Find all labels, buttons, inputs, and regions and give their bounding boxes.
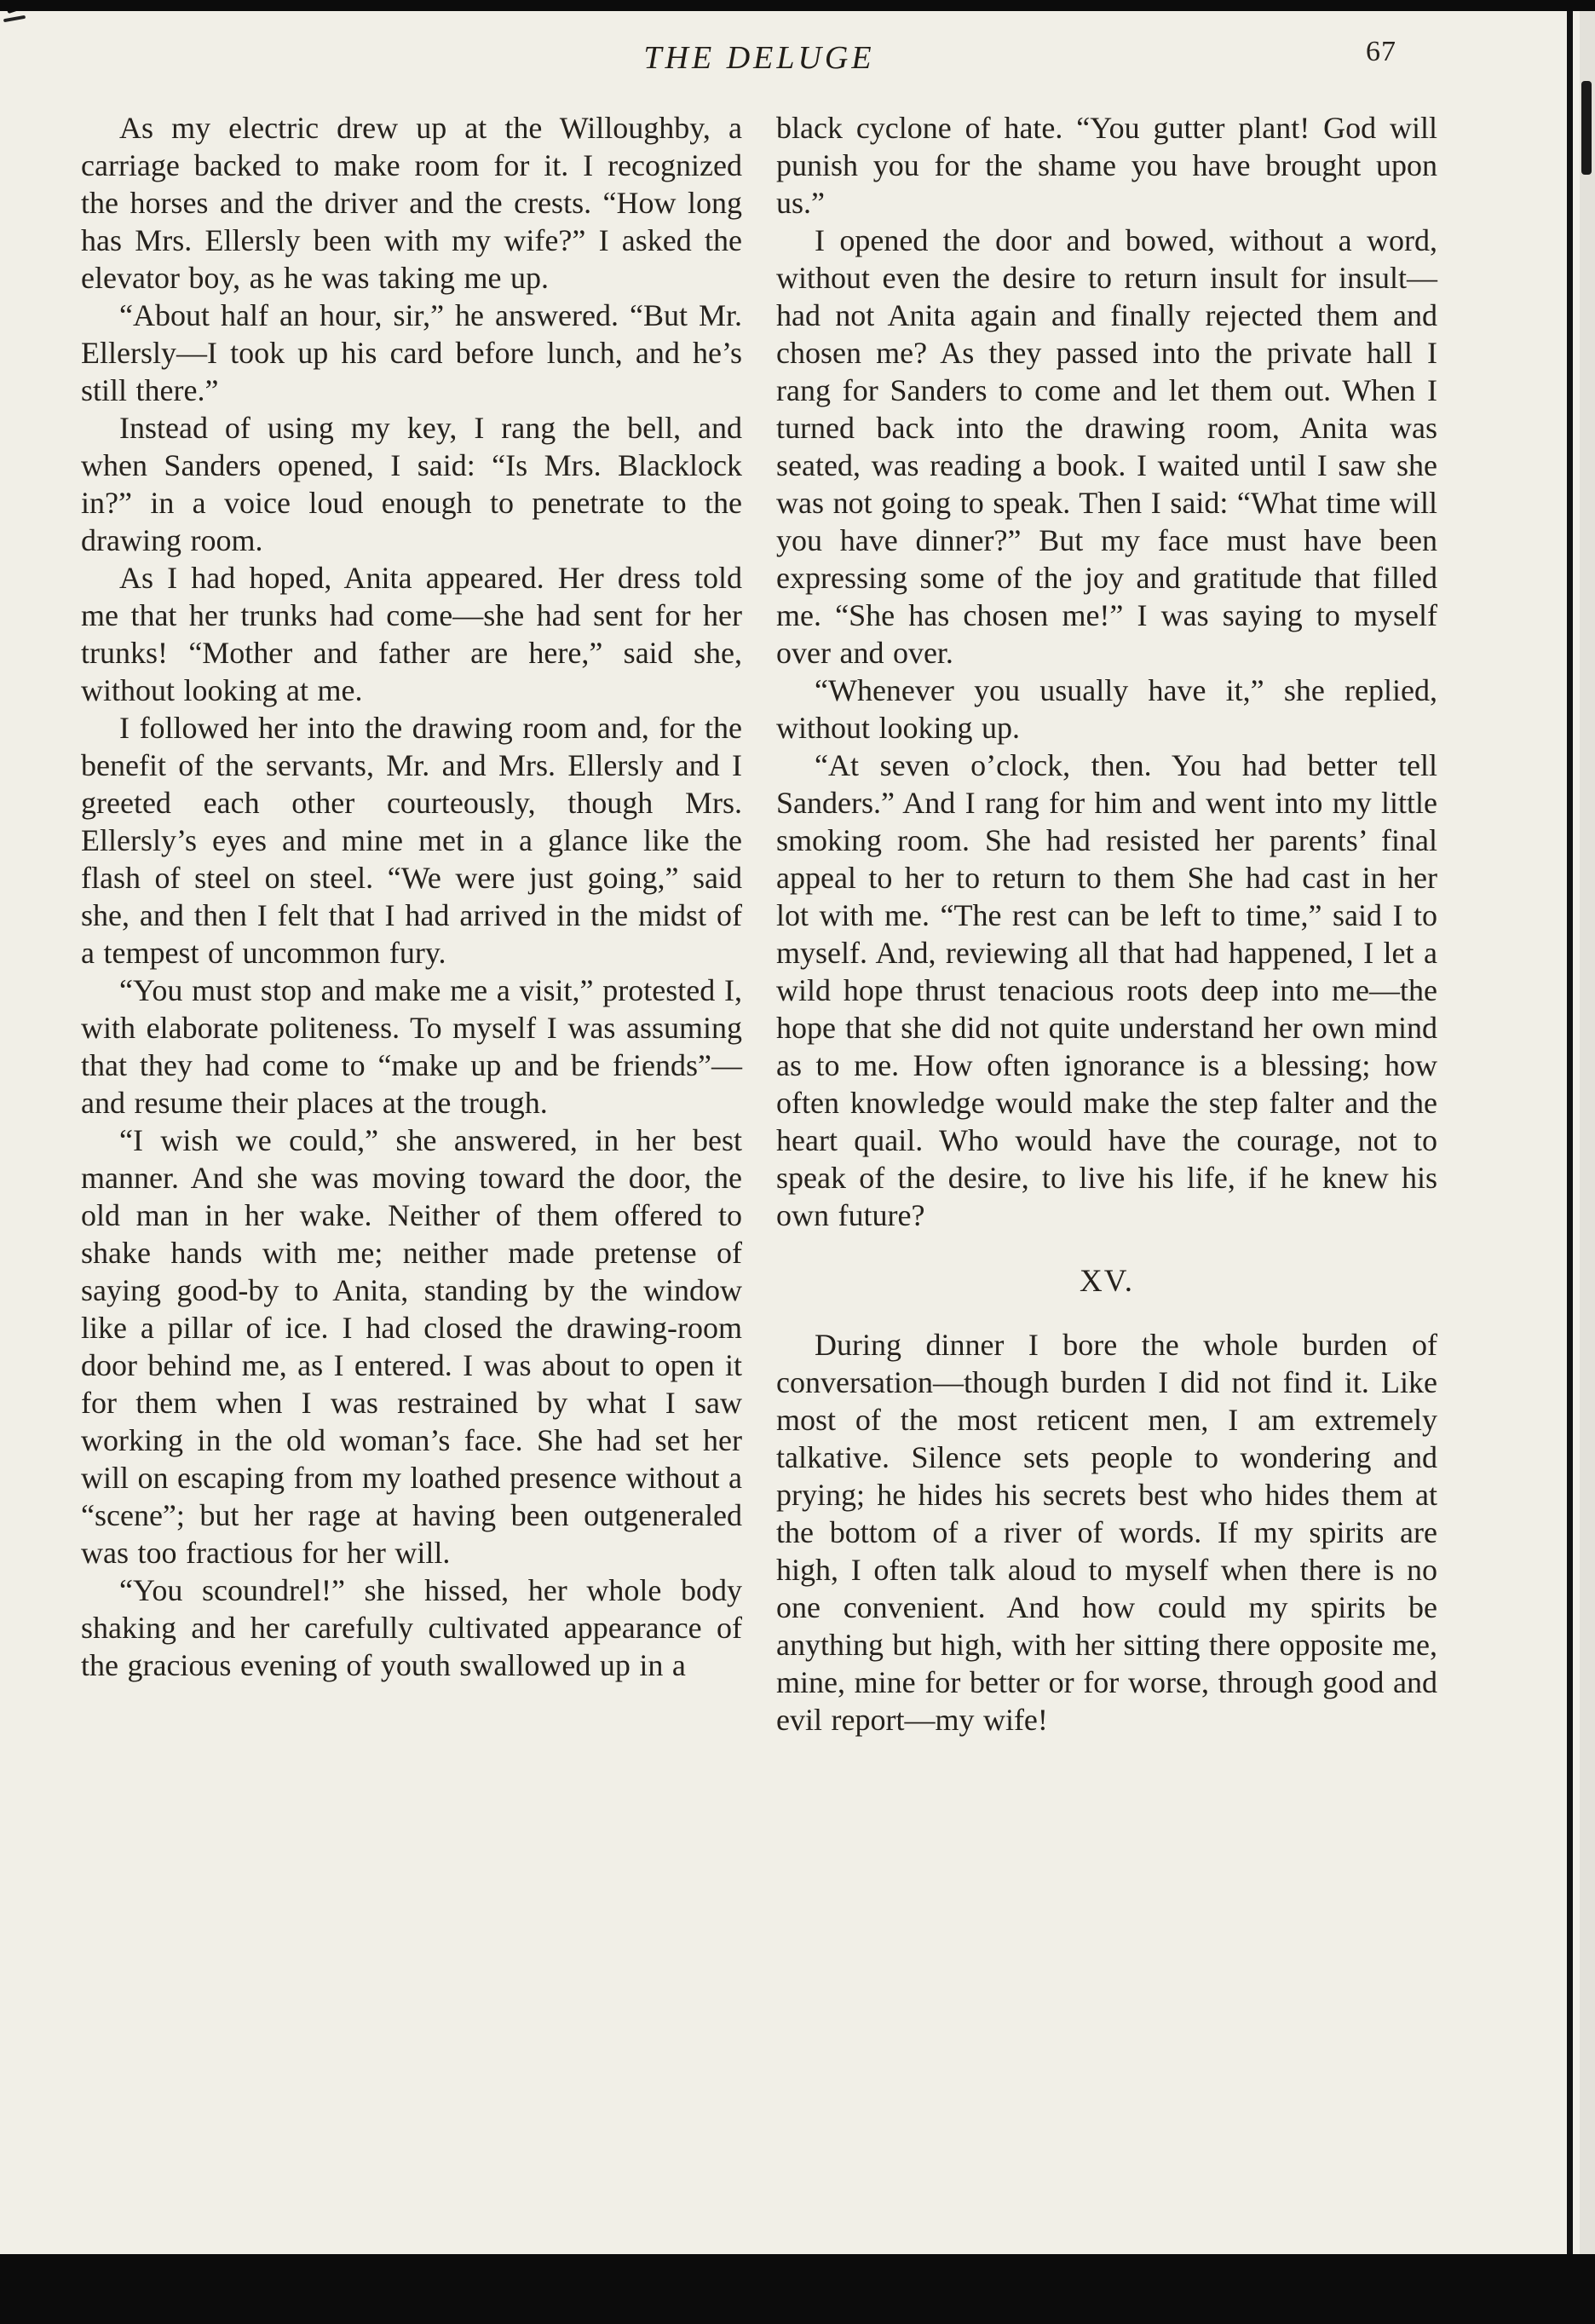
- running-title: THE DELUGE: [643, 40, 875, 76]
- right-column: [776, 109, 1437, 1739]
- paragraph: “You must stop and make me a visit,” protested I, with elaborate politeness. To myself I was assuming that they had come to “make up and be friends”—and resume their places at the trough.: [81, 973, 742, 1120]
- scan-edge-right-strip: [1580, 0, 1595, 2324]
- scan-edge-top: [0, 0, 1595, 11]
- paragraph: “I wish we could,” she answered, in her best manner. And she was moving toward the door, the old man in her wake. Neither of them offered to shake hands with me; neither made pretense of saying good-by to Anita, standing by the window like a pillar of ice. I had closed the drawing-room door behind me, as I entered. I was about to open it for them when I was restrained by what I saw working in the old woman’s face. She had set her will on escaping from my loathed presence without a “scene”; but her rage at having been outgeneraled was too fractious for her will.: [81, 1123, 742, 1570]
- paragraph: As I had hoped, Anita appeared. Her dress told me that her trunks had come—she had sent for her trunks! “Mother and father are here,” said she, without looking at me.: [81, 561, 742, 707]
- scan-edge-right-line: [1567, 0, 1573, 2324]
- paragraph: I opened the door and bowed, without a word, without even the desire to return insult for insult—had not Anita again and finally rejected them and chosen me? As they passed into the private hall I rang for Sanders to come and let them out. When I turned back into the drawing room, Anita was seated, was reading a book. I waited until I saw she was not going to speak. Then I said: “What time will you have dinner?” But my face must have been expressing some of the joy and gratitude that filled me. “She has chosen me!” I was saying to myself over and over.: [776, 223, 1437, 670]
- scan-edge-bottom: [0, 2254, 1595, 2324]
- paragraph: “You scoundrel!” she hissed, her whole body shaking and her carefully cultivated appearance of the gracious evening of youth swallowed up in a: [81, 1573, 742, 1682]
- paragraph-continuation: black cyclone of hate. “You gutter plant! God will punish you for the shame you have brought upon us.”: [776, 111, 1437, 220]
- running-head: [81, 36, 1437, 89]
- scan-blotch: [1581, 81, 1592, 175]
- page-number: 67: [1366, 36, 1396, 67]
- paragraph: “About half an hour, sir,” he answered. “But Mr. Ellersly—I took up his card before lunch, and he’s still there.”: [81, 298, 742, 407]
- paragraph: Instead of using my key, I rang the bell, and when Sanders opened, I said: “Is Mrs. Blacklock in?” in a voice loud enough to penetrate to the drawing room.: [81, 411, 742, 557]
- text-columns: [81, 109, 1437, 1739]
- chapter-heading: XV.: [1080, 1264, 1134, 1299]
- paragraph: As my electric drew up at the Willoughby, a carriage backed to make room for it. I recognized the horses and the driver and the crests. “How long has Mrs. Ellersly been with my wife?” I asked the elevator boy, as he was taking me up.: [81, 111, 742, 295]
- paragraph: “At seven o’clock, then. You had better tell Sanders.” And I rang for him and went into my little smoking room. She had resisted her parents’ final appeal to her to return to them She had cast in her lot with me. “The rest can be left to time,” said I to myself. And, reviewing all that had happened, I let a wild hope thrust tenacious roots deep into me—the hope that she did not quite understand her own mind as to me. How often ignorance is a blessing; how often knowledge would make the step falter and the heart quail. Who would have the courage, not to speak of the desire, to live his life, if he knew his own future?: [776, 748, 1437, 1232]
- paragraph: I followed her into the drawing room and, for the benefit of the servants, Mr. and Mrs. Ellersly and I greeted each other courteously, though Mrs. Ellersly’s eyes and mine met in a glance like the flash of steel on steel. “We were just going,” said she, and then I felt that I had arrived in the midst of a tempest of uncommon fury.: [81, 711, 742, 970]
- left-column: [81, 109, 742, 1684]
- paragraph: “Whenever you usually have it,” she replied, without looking up.: [776, 673, 1437, 745]
- paragraph: During dinner I bore the whole burden of conversation—though burden I did not find it. Like most of the most reticent men, I am extremely talkative. Silence sets people to wondering and prying; he hides his secrets best who hides them at the bottom of a river of words. If my spirits are high, I often talk aloud to myself when there is no one convenient. And how could my spirits be anything but high, with her sitting there opposite me, mine, mine for better or for worse, through good and evil report—my wife!: [776, 1328, 1437, 1737]
